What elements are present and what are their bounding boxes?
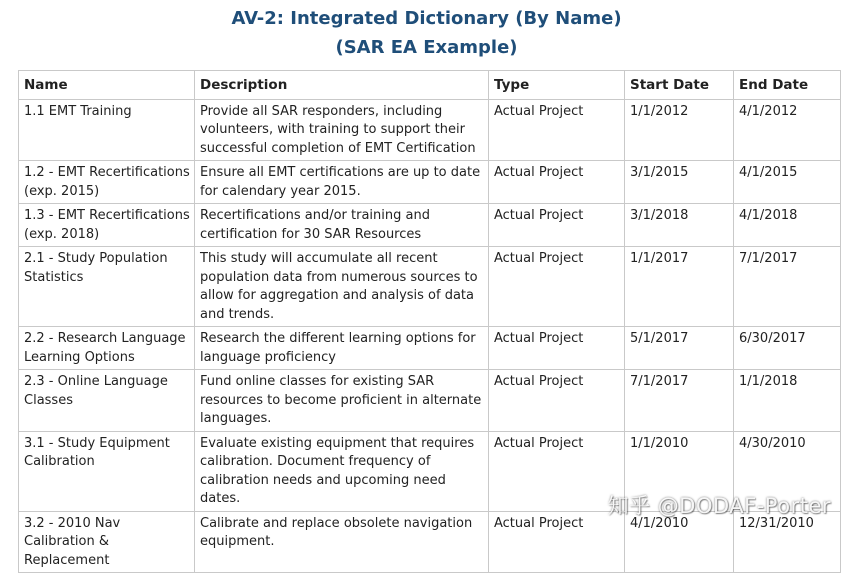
cell-end-date: 4/1/2012 [734,99,841,161]
cell-end-date: 6/30/2017 [734,327,841,370]
cell-start-date: 1/1/2017 [625,247,734,327]
cell-end-date: 7/1/2017 [734,247,841,327]
cell-end-date: 12/31/2010 [734,511,841,573]
cell-name: 1.3 - EMT Recertifications (exp. 2018) [19,204,195,247]
table-row [19,99,841,161]
page-subtitle: (SAR EA Example) [335,37,518,58]
cell-start-date: 3/1/2015 [625,161,734,204]
cell-end-date: 1/1/2018 [734,370,841,432]
cell-start-date: 4/1/2010 [625,511,734,573]
cell-description: This study will accumulate all recent population data from numerous sources to allow for aggregation and analysis of data and trends. [195,247,489,327]
cell-type: Actual Project [489,511,625,573]
cell-description: Recertifications and/or training and certification for 30 SAR Resources [195,204,489,247]
column-header-name: Name [19,71,195,100]
cell-type: Actual Project [489,327,625,370]
cell-end-date: 4/1/2015 [734,161,841,204]
table-row [19,161,841,204]
cell-description: Provide all SAR responders, including volunteers, with training to support their successful completion of EMT Certification [195,99,489,161]
table-header-row [19,71,841,100]
cell-name: 1.2 - EMT Recertifications (exp. 2015) [19,161,195,204]
column-header-type: Type [489,71,625,100]
cell-description: Calibrate and replace obsolete navigation equipment. [195,511,489,573]
cell-start-date: 1/1/2012 [625,99,734,161]
cell-description: Ensure all EMT certifications are up to date for calendary year 2015. [195,161,489,204]
cell-end-date: 4/1/2018 [734,204,841,247]
cell-start-date: 7/1/2017 [625,370,734,432]
cell-name: 3.1 - Study Equipment Calibration [19,431,195,511]
column-header-description: Description [195,71,489,100]
cell-type: Actual Project [489,370,625,432]
cell-start-date: 3/1/2018 [625,204,734,247]
cell-type: Actual Project [489,99,625,161]
cell-description: Research the different learning options for language proficiency [195,327,489,370]
cell-description: Fund online classes for existing SAR resources to become proficient in alternate languages. [195,370,489,432]
table-row [19,327,841,370]
cell-end-date: 4/30/2010 [734,431,841,511]
cell-description: Evaluate existing equipment that requires calibration. Document frequency of calibration needs and upcoming need dates. [195,431,489,511]
cell-start-date: 1/1/2010 [625,431,734,511]
cell-name: 3.2 - 2010 Nav Calibration & Replacement [19,511,195,573]
table-row [19,204,841,247]
watermark: 知乎 @DODAF-Porter [607,494,831,518]
column-header-end-date: End Date [734,71,841,100]
page-title: AV-2: Integrated Dictionary (By Name) [231,8,622,29]
cell-start-date: 5/1/2017 [625,327,734,370]
table-row [19,370,841,432]
cell-type: Actual Project [489,204,625,247]
cell-name: 2.2 - Research Language Learning Options [19,327,195,370]
cell-name: 2.1 - Study Population Statistics [19,247,195,327]
cell-type: Actual Project [489,161,625,204]
cell-name: 2.3 - Online Language Classes [19,370,195,432]
title-block [0,4,853,62]
cell-type: Actual Project [489,247,625,327]
column-header-start-date: Start Date [625,71,734,100]
cell-type: Actual Project [489,431,625,511]
table-row [19,511,841,573]
table-row [19,247,841,327]
cell-name: 1.1 EMT Training [19,99,195,161]
